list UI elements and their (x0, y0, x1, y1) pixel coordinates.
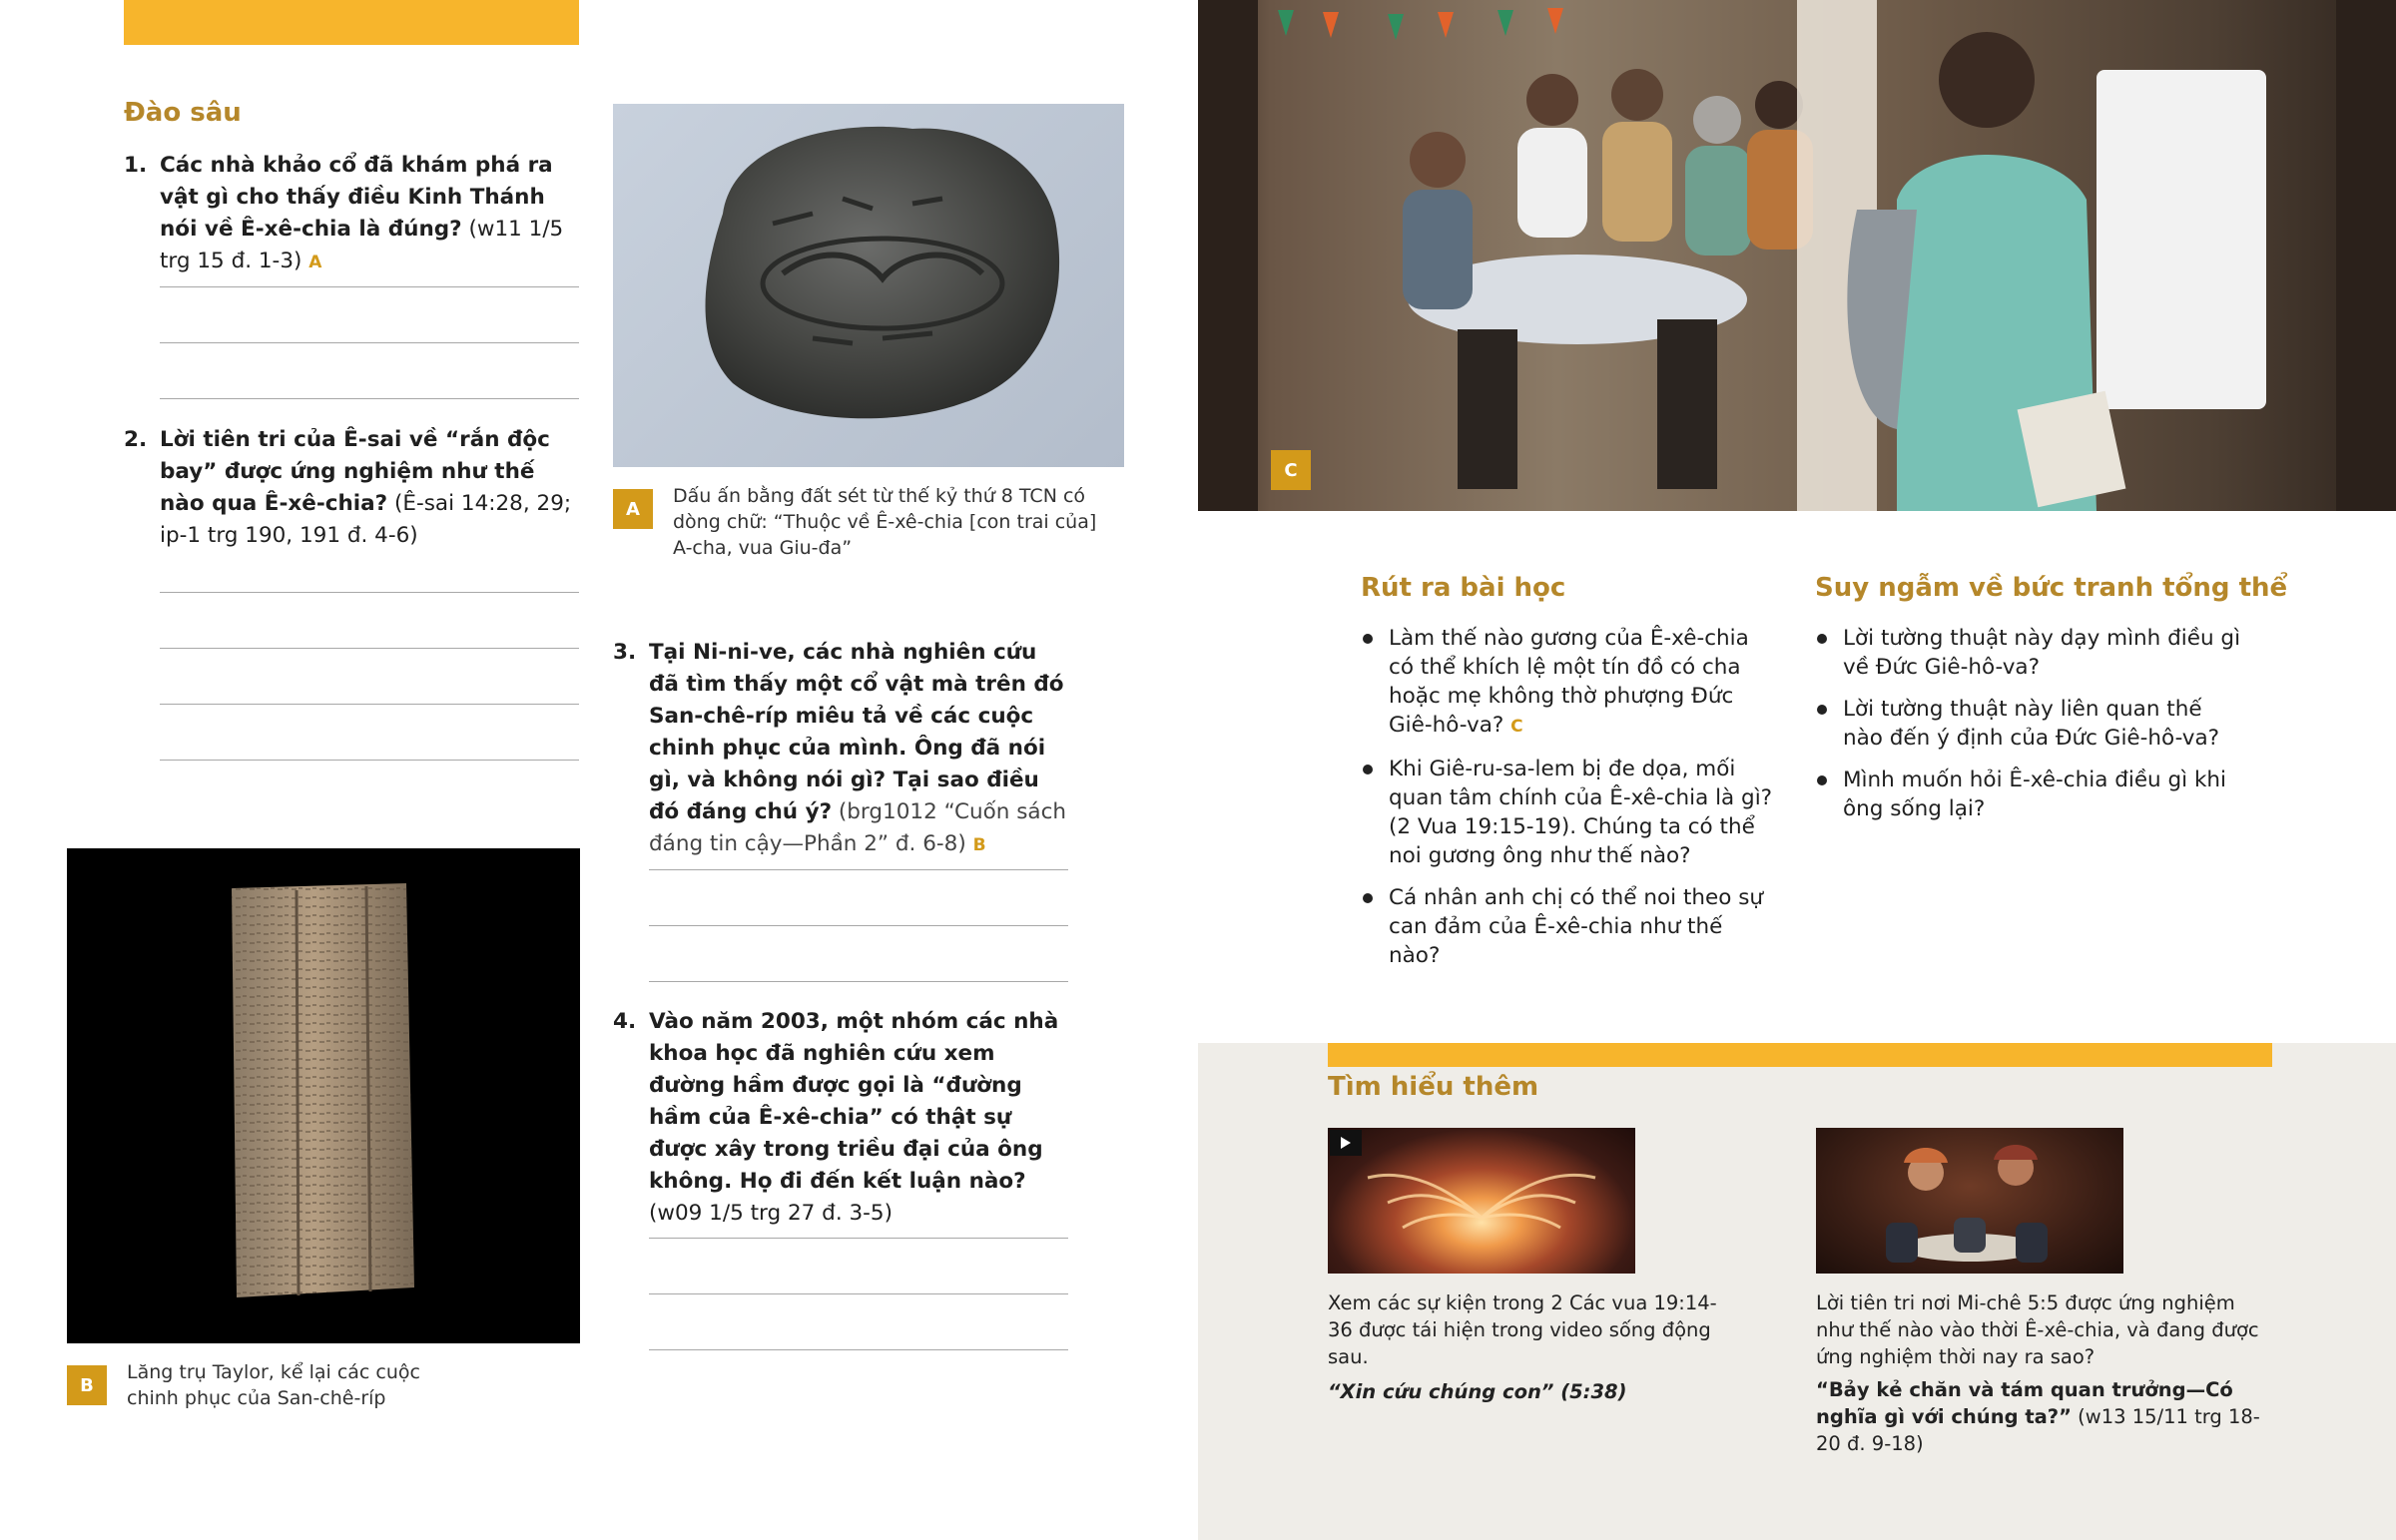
video-text: Xem các sự kiện trong 2 Các vua 19:14-36 được tái hiện trong video sống động sau. (1328, 1291, 1717, 1368)
question-2 (124, 424, 583, 552)
reflect-list (1815, 624, 2244, 836)
figure-badge-b: B (67, 1365, 107, 1405)
lesson-text: Làm thế nào gương của Ê-xê-chia có thể khích lệ một tín đồ có cha hoặc mẹ không thờ phượng Đức Giê-hô-va? (1389, 626, 1749, 738)
video-description (1328, 1289, 1727, 1405)
question-number: 3. (613, 640, 637, 665)
family-scene-illustration (1198, 0, 2396, 511)
question-number: 1. (124, 153, 148, 178)
answer-line[interactable] (160, 704, 579, 705)
figure-badge-c: C (1271, 450, 1311, 490)
question-4 (613, 1006, 1072, 1230)
question-text: Các nhà khảo cổ đã khám phá ra vật gì cho thấy điều Kinh Thánh nói về Ê-xê-chia là đúng? (160, 153, 553, 242)
section-title-learn-more: Tìm hiểu thêm (1328, 1072, 1539, 1102)
section-title-reflect: Suy ngẫm về bức tranh tổng thể (1815, 573, 2288, 603)
list-item (1361, 624, 1780, 742)
article-title[interactable]: “Bảy kẻ chăn và tám quan trưởng—Có nghĩa gì với chúng ta?” (1816, 1378, 2233, 1428)
answer-line[interactable] (649, 1238, 1068, 1239)
learn-more-accent-bar (1328, 1043, 2272, 1067)
question-3 (613, 637, 1072, 861)
question-reference: (w09 1/5 trg 27 đ. 3-5) (649, 1201, 893, 1226)
play-icon[interactable] (1330, 1130, 1362, 1156)
video-thumbnail[interactable] (1328, 1128, 1635, 1274)
question-number: 4. (613, 1009, 637, 1034)
answer-line[interactable] (649, 925, 1068, 926)
answer-line[interactable] (649, 981, 1068, 982)
list-item: Khi Giê-ru-sa-lem bị đe dọa, mối quan tâm chính của Ê-xê-chia là gì? (2 Vua 19:15-19). Chúng ta có thể noi gương ông như thế nào? (1361, 755, 1780, 870)
answer-line[interactable] (649, 1349, 1068, 1350)
figure-badge-a: A (613, 489, 653, 529)
lessons-list (1361, 624, 1780, 983)
section-title-dig-deeper: Đào sâu (124, 98, 242, 128)
fiery-wings-illustration (1328, 1128, 1635, 1274)
figure-marker: C (1510, 717, 1523, 737)
list-item: Mình muốn hỏi Ê-xê-chia điều gì khi ông sống lại? (1815, 766, 2244, 823)
answer-line[interactable] (160, 342, 579, 343)
figure-marker: B (972, 835, 986, 855)
article-reference: (w13 15/11 trg 18-20 đ. 9-18) (1816, 1405, 2260, 1455)
question-text: Tại Ni-ni-ve, các nhà nghiên cứu đã tìm thấy một cổ vật mà trên đó San-chê-ríp miêu tả về các cuộc chinh phục của mình. Ông đã nói gì, và không nói gì? Tại sao điều đó đáng chú ý? (649, 640, 1064, 824)
article-link[interactable] (1816, 1376, 2265, 1457)
section-title-lessons: Rút ra bài học (1361, 573, 1566, 603)
figure-a-caption: Dấu ấn bằng đất sét từ thế kỷ thứ 8 TCN có dòng chữ: “Thuộc về Ê-xê-chia [con trai của] A-cha, vua Giu-đa” (673, 485, 1097, 559)
answer-line[interactable] (649, 869, 1068, 870)
men-at-table-illustration (1816, 1128, 2123, 1274)
question-reference: (w11 1/5 trg 15 đ. 1-3) (160, 217, 564, 273)
list-item: Lời tường thuật này dạy mình điều gì về Đức Giê-hô-va? (1815, 624, 2244, 682)
top-accent-bar (124, 0, 579, 45)
clay-seal-image (613, 104, 1124, 467)
prism-illustration (67, 848, 580, 1343)
taylor-prism-image (67, 848, 580, 1343)
question-text: Vào năm 2003, một nhóm các nhà khoa học đã nghiên cứu xem đường hầm được gọi là “đường hầm của Ê-xê-chia” có thật sự được xây trong triều đại của ông không. Họ đi đến kết luận nào? (649, 1009, 1059, 1194)
answer-line[interactable] (160, 648, 579, 649)
clay-seal-illustration (613, 104, 1124, 467)
question-reference: (brg1012 “Cuốn sách đáng tin cậy—Phần 2” đ. 6-8) (649, 799, 1067, 856)
answer-line[interactable] (160, 760, 579, 761)
answer-line[interactable] (160, 592, 579, 593)
question-1 (124, 150, 583, 278)
video-link[interactable]: “Xin cứu chúng con” (5:38) (1328, 1380, 1627, 1403)
article-description (1816, 1289, 2265, 1457)
question-text: Lời tiên tri của Ê-sai về “rắn độc bay” được ứng nghiệm như thế nào qua Ê-xê-chia? (160, 427, 550, 516)
family-photo (1198, 0, 2396, 511)
figure-b-caption: Lăng trụ Taylor, kể lại các cuộc chinh phục của San-chê-ríp (127, 1361, 420, 1409)
question-reference: (Ê-sai 14:28, 29; ip-1 trg 190, 191 đ. 4-6) (160, 491, 572, 548)
answer-line[interactable] (160, 286, 579, 287)
question-number: 2. (124, 427, 148, 452)
answer-line[interactable] (649, 1293, 1068, 1294)
article-thumbnail[interactable] (1816, 1128, 2123, 1274)
list-item: Cá nhân anh chị có thể noi theo sự can đảm của Ê-xê-chia như thế nào? (1361, 883, 1780, 970)
article-text: Lời tiên tri nơi Mi-chê 5:5 được ứng nghiệm như thế nào vào thời Ê-xê-chia, và đang được ứng nghiệm thời nay ra sao? (1816, 1291, 2259, 1368)
list-item: Lời tường thuật này liên quan thế nào đến ý định của Đức Giê-hô-va? (1815, 695, 2244, 753)
figure-marker: A (308, 253, 322, 272)
answer-line[interactable] (160, 398, 579, 399)
